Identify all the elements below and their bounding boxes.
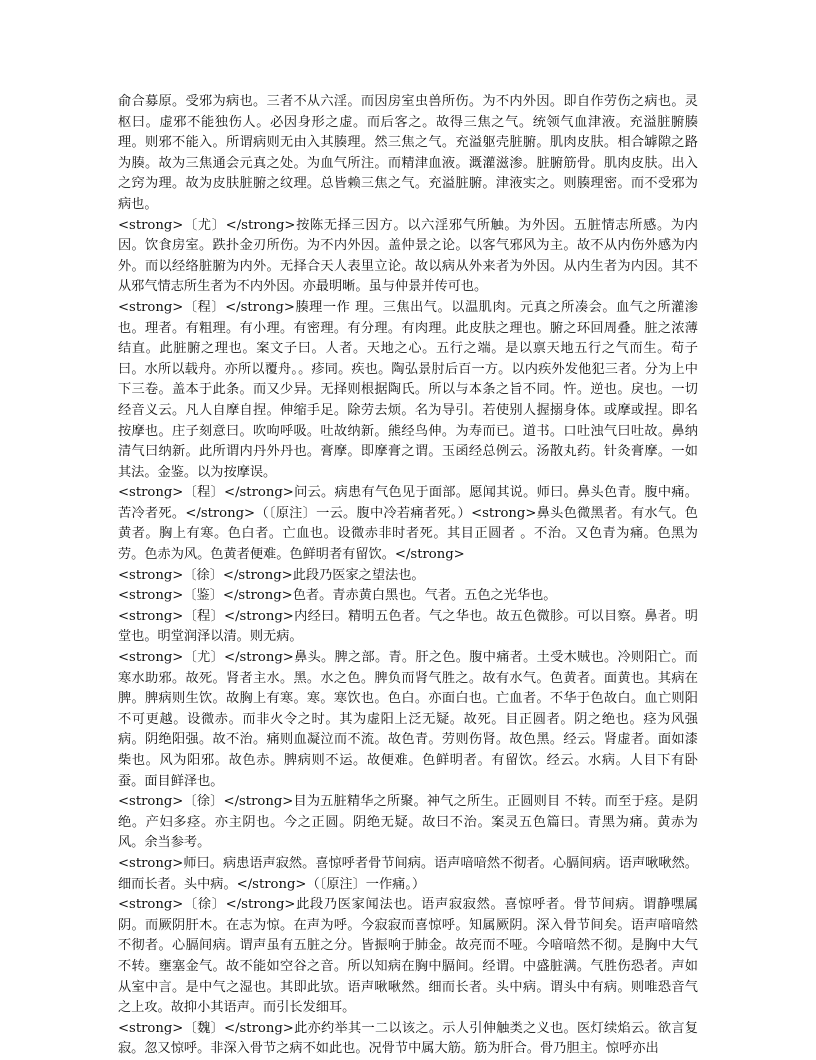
paragraph-1: 俞合募原。受邪为病也。三者不从六淫。而因房室虫兽所伤。为不内外因。即自作劳伤之病也。灵枢曰。虚邪不能独伤人。必因身形之虚。而后客之。故得三焦之气。统领气血津液。充溢脏腑腠理。则邪不能入。所谓病则无由入其腠理。然三焦之气。充溢躯壳脏腑。肌肉皮肤。相合罅隙之路为腠。故为三焦通会元真之处。为血气所注。而精津血液。溉灌滋渗。脏腑筋骨。肌肉皮肤。出入之窍为理。故为皮肤脏腑之纹理。总皆赖三焦之气。充溢脏腑。津液实之。则腠理密。而不受邪为病也。 xyxy=(118,94,698,212)
paragraph-11: <strong>〔徐〕</strong>此段乃医家闻法也。语声寂寂然。喜惊呼者。骨节间病。谓静嘿属阴。而厥阴肝木。在志为惊。在声为呼。今寂寂而喜惊呼。知属厥阴。深入骨节间矣。语声喑喑然不彻者。心膈间病。谓声虽有五脏之分。皆振响于肺金。故亮而不哑。今喑喑然不彻。是胸中大气不转。壅塞金气。故不能如空谷之音。所以知病在胸中膈间。经谓。中盛脏满。气胜伤恐者。声如从室中言。是中气之湿也。其即此欤。语声啾啾然。细而长者。头中病。谓头中有病。则唯恐音气之上攻。故抑小其语声。而引长发细耳。 xyxy=(118,897,698,1016)
paragraph-8: <strong>〔尤〕</strong>鼻头。脾之部。青。肝之色。腹中痛者。土受木贼也。冷则阳亡。而寒水助邪。故死。肾者主水。黑。水之色。脾负而肾气胜之。故有水气。色黄者。面黄也。其病在脾。脾病则生饮。故胸上有寒。寒。寒饮也。色白。亦面白也。亡血者。不华于色故白。血亡则阳不可更越。设微赤。而非火令之时。其为虚阳上泛无疑。故死。目正圆者。阴之绝也。痉为风强病。阴绝阳强。故不治。痛则血凝泣而不流。故色青。劳则伤肾。故色黑。经云。肾虚者。面如漆柴也。风为阳邪。故色赤。脾病则不运。故便难。色鲜明者。有留饮。经云。水病。人目下有卧蚕。面目鲜泽也。 xyxy=(118,650,698,789)
paragraph-4: <strong>〔程〕</strong>问云。病患有气色见于面部。愿闻其说。师曰。鼻头色青。腹中痛。苦冷者死。</strong>（〔原注〕一云。腹中冷若痛者死。）<strong>鼻头色微黑者。有水气。色黄者。胸上有寒。色白者。亡血也。设微赤非时者死。其目正圆者 。不治。又色青为痛。色黑为劳。色赤为风。色黄者便难。色鲜明者有留饮。</strong> xyxy=(118,485,698,563)
paragraph-7: <strong>〔程〕</strong>内经曰。精明五色者。气之华也。故五色微胗。可以目察。鼻者。明堂也。明堂润泽以清。则无病。 xyxy=(118,608,698,645)
paragraph-2: <strong>〔尤〕</strong>按陈无择三因方。以六淫邪气所触。为外因。五脏情志所感。为内因。饮食房室。跌扑金刃所伤。为不内外因。盖仲景之论。以客气邪风为主。故不从内伤外感为内外。而以经络脏腑为内外。无择合天人表里立论。故以病从外来者为外因。从内生者为内因。其不从邪气情志所生者为不内外因。亦最明晰。虽与仲景并传可也。 xyxy=(118,217,698,295)
paragraph-12: <strong>〔魏〕</strong>此亦约举其一二以该之。示人引伸触类之义也。医灯续焰云。欲言复寂。忽又惊呼。非深入骨节之病不如此也。况骨节中属大筋。筋为肝合。骨乃胆主。惊呼亦出 xyxy=(118,1020,698,1057)
paragraph-10: <strong>师曰。病患语声寂然。喜惊呼者骨节间病。语声喑喑然不彻者。心膈间病。语声啾啾然。细而长者。头中病。</strong>（〔原注〕一作痛。） xyxy=(118,855,698,892)
document-page xyxy=(118,92,698,1060)
paragraph-9: <strong>〔徐〕</strong>目为五脏精华之所聚。神气之所生。正圆则目 不转。而至于痉。是阴绝。产妇多痉。亦主阴也。今之正圆。阴绝无疑。故曰不治。案灵五色篇曰。青黑为痛。黄赤为风。余当参考。 xyxy=(118,794,698,851)
paragraph-6: <strong>〔鉴〕</strong>色者。青赤黄白黑也。气者。五色之光华也。 xyxy=(118,588,557,604)
paragraph-3: <strong>〔程〕</strong>腠理一作 理。三焦出气。以温肌肉。元真之所凑会。血气之所灌渗也。理者。有粗理。有小理。有密理。有分理。有肉理。此皮肤之理也。腑之环回周叠。脏之浓薄结直。此脏腑之理也。案文子曰。人者。天地之心。五行之端。是以禀天地五行之气而生。荀子曰。水所以载舟。亦所以覆舟。。疹同。疾也。陶弘景肘后百一方。以内疾外发他犯三者。分为上中下三卷。盖本于此条。而又少异。无择则根据陶氏。所以与本条之旨不同。忤。逆也。戾也。一切经音义云。凡人自摩自捏。伸缩手足。除劳去烦。名为导引。若使别人握搦身体。或摩或捏。即名按摩也。庄子刻意曰。吹呴呼吸。吐故纳新。熊经鸟伸。为寿而已。道书。口吐浊气曰吐故。鼻纳清气曰纳新。此所谓内丹外丹也。膏摩。即摩膏之谓。玉函经总例云。汤散丸药。针灸膏摩。一如其法。金鉴。以为按摩误。 xyxy=(118,299,698,480)
paragraph-5: <strong>〔徐〕</strong>此段乃医家之望法也。 xyxy=(118,567,425,583)
